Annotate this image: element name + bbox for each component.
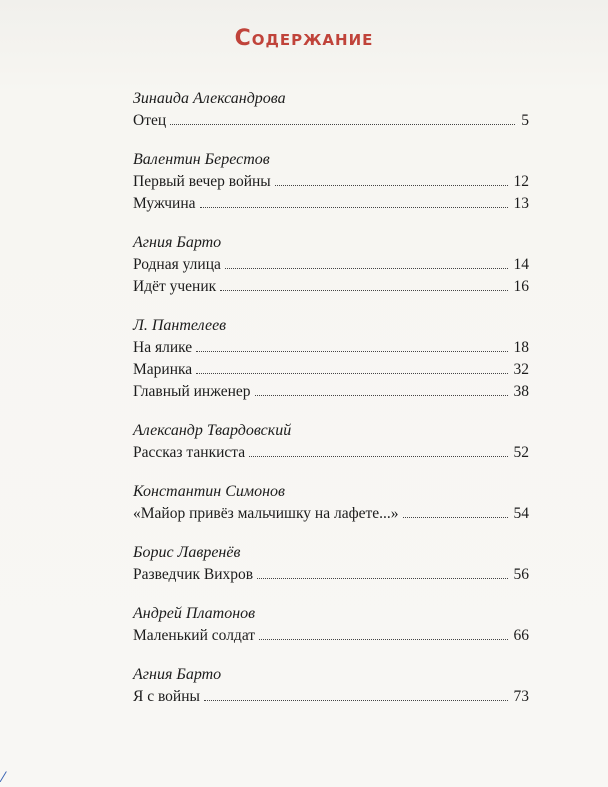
author-name: Агния Барто <box>133 234 222 251</box>
toc-entry <box>133 381 529 403</box>
entry-page: 32 <box>513 361 529 378</box>
dot-leader <box>249 456 507 457</box>
toc-entry <box>133 625 529 647</box>
dot-leader <box>225 268 508 269</box>
dot-leader <box>220 290 507 291</box>
author-name: Л. Пантелеев <box>133 317 227 334</box>
dot-leader <box>255 395 508 396</box>
entry-title: Первый вечер войны <box>133 173 271 190</box>
entry-page: 5 <box>521 112 529 129</box>
toc-entry <box>133 686 529 708</box>
entry-title: «Майор привёз мальчишку на лафете...» <box>133 505 399 522</box>
dot-leader <box>257 578 507 579</box>
toc-group <box>133 481 529 525</box>
author-name: Константин Симонов <box>133 483 285 500</box>
toc-group <box>133 315 529 403</box>
entry-title: Разведчик Вихров <box>133 566 254 583</box>
toc-group <box>133 542 529 586</box>
toc-group <box>133 232 529 298</box>
dot-leader <box>275 185 508 186</box>
dot-leader <box>204 700 508 701</box>
page-title: Содержание <box>234 26 374 51</box>
entry-page: 38 <box>513 383 529 400</box>
toc-entry <box>133 193 529 215</box>
toc-entry <box>133 276 529 298</box>
toc-entry <box>133 337 529 359</box>
entry-page: 66 <box>513 627 529 644</box>
entry-title: Маринка <box>133 361 193 378</box>
entry-title: Маленький солдат <box>133 627 256 644</box>
dot-leader <box>200 207 508 208</box>
toc-group <box>133 149 529 215</box>
entry-page: 73 <box>513 688 529 705</box>
entry-title: Отец <box>133 112 167 129</box>
entry-page: 12 <box>513 173 529 190</box>
toc-entry <box>133 110 529 132</box>
entry-page: 14 <box>513 256 529 273</box>
dot-leader <box>259 639 507 640</box>
dot-leader <box>170 124 515 125</box>
entry-page: 13 <box>513 195 529 212</box>
toc-entry <box>133 171 529 193</box>
toc-group <box>133 603 529 647</box>
entry-title: Мужчина <box>133 195 196 212</box>
entry-title: Я с войны <box>133 688 200 705</box>
toc-group <box>133 88 529 132</box>
toc-entry <box>133 442 529 464</box>
entry-title: Идёт ученик <box>133 278 217 295</box>
entry-title: Главный инженер <box>133 383 251 400</box>
entry-title: На ялике <box>133 339 193 356</box>
entry-page: 52 <box>513 444 529 461</box>
pen-mark-icon: ⁄ <box>2 770 5 786</box>
toc-entry <box>133 564 529 586</box>
author-name: Андрей Платонов <box>133 605 256 622</box>
toc-entry <box>133 359 529 381</box>
toc-entry <box>133 503 529 525</box>
toc-group <box>133 664 529 708</box>
table-of-contents <box>133 88 529 725</box>
author-name: Борис Лавренёв <box>133 544 241 561</box>
dot-leader <box>196 351 507 352</box>
dot-leader <box>196 373 507 374</box>
entry-page: 54 <box>513 505 529 522</box>
entry-title: Рассказ танкиста <box>133 444 246 461</box>
author-name: Зинаида Александрова <box>133 90 286 107</box>
entry-page: 18 <box>513 339 529 356</box>
toc-entry <box>133 254 529 276</box>
entry-title: Родная улица <box>133 256 221 273</box>
author-name: Александр Твардовский <box>133 422 292 439</box>
author-name: Агния Барто <box>133 666 222 683</box>
toc-group <box>133 420 529 464</box>
dot-leader <box>403 517 508 518</box>
entry-page: 16 <box>513 278 529 295</box>
author-name: Валентин Берестов <box>133 151 270 168</box>
entry-page: 56 <box>513 566 529 583</box>
